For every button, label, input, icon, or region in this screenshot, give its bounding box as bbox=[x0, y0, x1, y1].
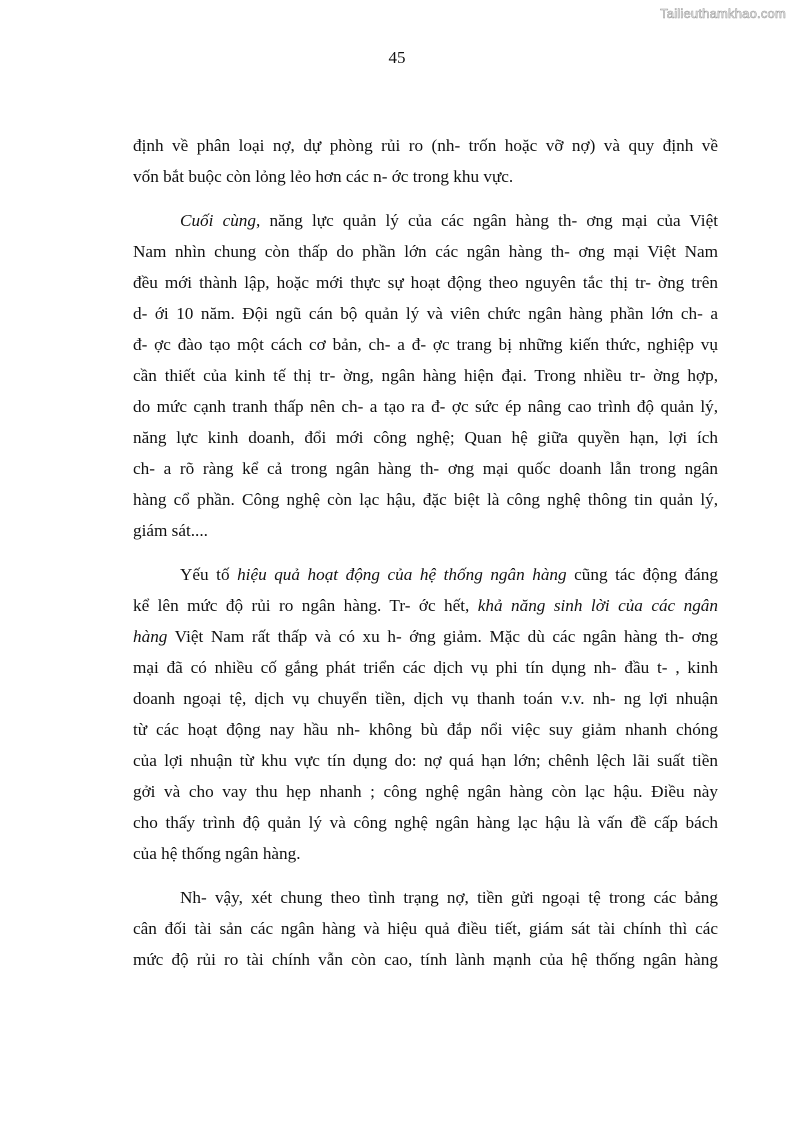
text-line: cần thiết của kinh tế thị tr- ờng, ngân hàng hiện đại. Trong nhiều tr- ờng hợp, bbox=[133, 366, 718, 385]
text-line: mại đã có nhiều cố gắng phát triển các dịch vụ phi tín dụng nh- đầu t- , kinh bbox=[133, 658, 718, 677]
watermark-text: Tailieuthamkhao.com bbox=[660, 6, 786, 21]
text-run: , năng lực quản lý của các ngân hàng th- ơng mại của Việt bbox=[256, 211, 718, 230]
text-line: do mức cạnh tranh thấp nên ch- a tạo ra đ- ợc sức ép nâng cao trình độ quản lý, bbox=[133, 397, 718, 416]
text-line: vốn bắt buộc còn lỏng lẻo hơn các n- ớc trong khu vực. bbox=[133, 167, 514, 186]
text-run: kể lên mức độ rủi ro ngân hàng. Tr- ớc hết, bbox=[133, 596, 478, 615]
text-line: của lợi nhuận từ khu vực tín dụng do: nợ quá hạn lớn; chênh lệch lãi suất tiền bbox=[133, 751, 718, 770]
document-body bbox=[133, 130, 718, 975]
text-line: từ các hoạt động nay hầu nh- không bù đắp nổi việc suy giảm nhanh chóng bbox=[133, 720, 718, 739]
emphasis-text: hàng bbox=[133, 627, 168, 646]
page-number: 45 bbox=[388, 48, 406, 67]
text-run: Yếu tố bbox=[180, 565, 238, 584]
emphasis-text: Cuối cùng bbox=[180, 211, 256, 230]
text-run: Việt Nam rất thấp và có xu h- ớng giảm. Mặc dù các ngân hàng th- ơng bbox=[167, 627, 718, 646]
paragraph-4 bbox=[133, 882, 718, 975]
emphasis-text: hiệu quả hoạt động của hệ thống ngân hàng bbox=[237, 565, 567, 584]
paragraph-1 bbox=[133, 130, 718, 192]
text-line bbox=[133, 559, 718, 590]
text-line: cho thấy trình độ quản lý và công nghệ ngân hàng lạc hậu là vấn đề cấp bách bbox=[133, 813, 718, 832]
text-line bbox=[133, 590, 718, 621]
paragraph-3 bbox=[133, 559, 718, 869]
text-line: đ- ợc đào tạo một cách cơ bản, ch- a đ- ợc trang bị những kiến thức, nghiệp vụ bbox=[133, 335, 718, 354]
text-line bbox=[133, 205, 718, 236]
text-run: cũng tác động đáng bbox=[566, 565, 718, 584]
text-line bbox=[133, 621, 718, 652]
emphasis-text: khả năng sinh lời của các ngân bbox=[477, 596, 718, 615]
text-line: cân đối tài sản các ngân hàng và hiệu quả điều tiết, giám sát tài chính thì các bbox=[133, 919, 718, 938]
text-line: đều mới thành lập, hoặc mới thực sự hoạt động theo nguyên tắc thị tr- ờng trên bbox=[133, 273, 718, 292]
text-line: doanh ngoại tệ, dịch vụ chuyển tiền, dịch vụ thanh toán v.v. nh- ng lợi nhuận bbox=[133, 689, 718, 708]
text-line: định về phân loại nợ, dự phòng rủi ro (nh- trốn hoặc vỡ nợ) và quy định về bbox=[133, 136, 718, 155]
text-line: năng lực kinh doanh, đổi mới công nghệ; Quan hệ giữa quyền hạn, lợi ích bbox=[133, 428, 718, 447]
text-line: Nam nhìn chung còn thấp do phần lớn các ngân hàng th- ơng mại Việt Nam bbox=[133, 242, 718, 261]
text-line: d- ới 10 năm. Đội ngũ cán bộ quản lý và viên chức ngân hàng phần lớn ch- a bbox=[133, 304, 718, 323]
text-line: của hệ thống ngân hàng. bbox=[133, 844, 301, 863]
text-line: ch- a rõ ràng kể cả trong ngân hàng th- ơng mại quốc doanh lẫn trong ngân bbox=[133, 459, 718, 478]
text-line: mức độ rủi ro tài chính vẫn còn cao, tính lành mạnh của hệ thống ngân hàng bbox=[133, 950, 718, 969]
text-line: hàng cổ phần. Công nghệ còn lạc hậu, đặc biệt là công nghệ thông tin quản lý, bbox=[133, 490, 718, 509]
text-line: giám sát.... bbox=[133, 521, 208, 540]
paragraph-2 bbox=[133, 205, 718, 546]
text-line: Nh- vậy, xét chung theo tình trạng nợ, tiền gửi ngoại tệ trong các bảng bbox=[180, 888, 718, 907]
text-line: gởi và cho vay thu hẹp nhanh ; công nghệ ngân hàng còn lạc hậu. Điều này bbox=[133, 782, 718, 801]
